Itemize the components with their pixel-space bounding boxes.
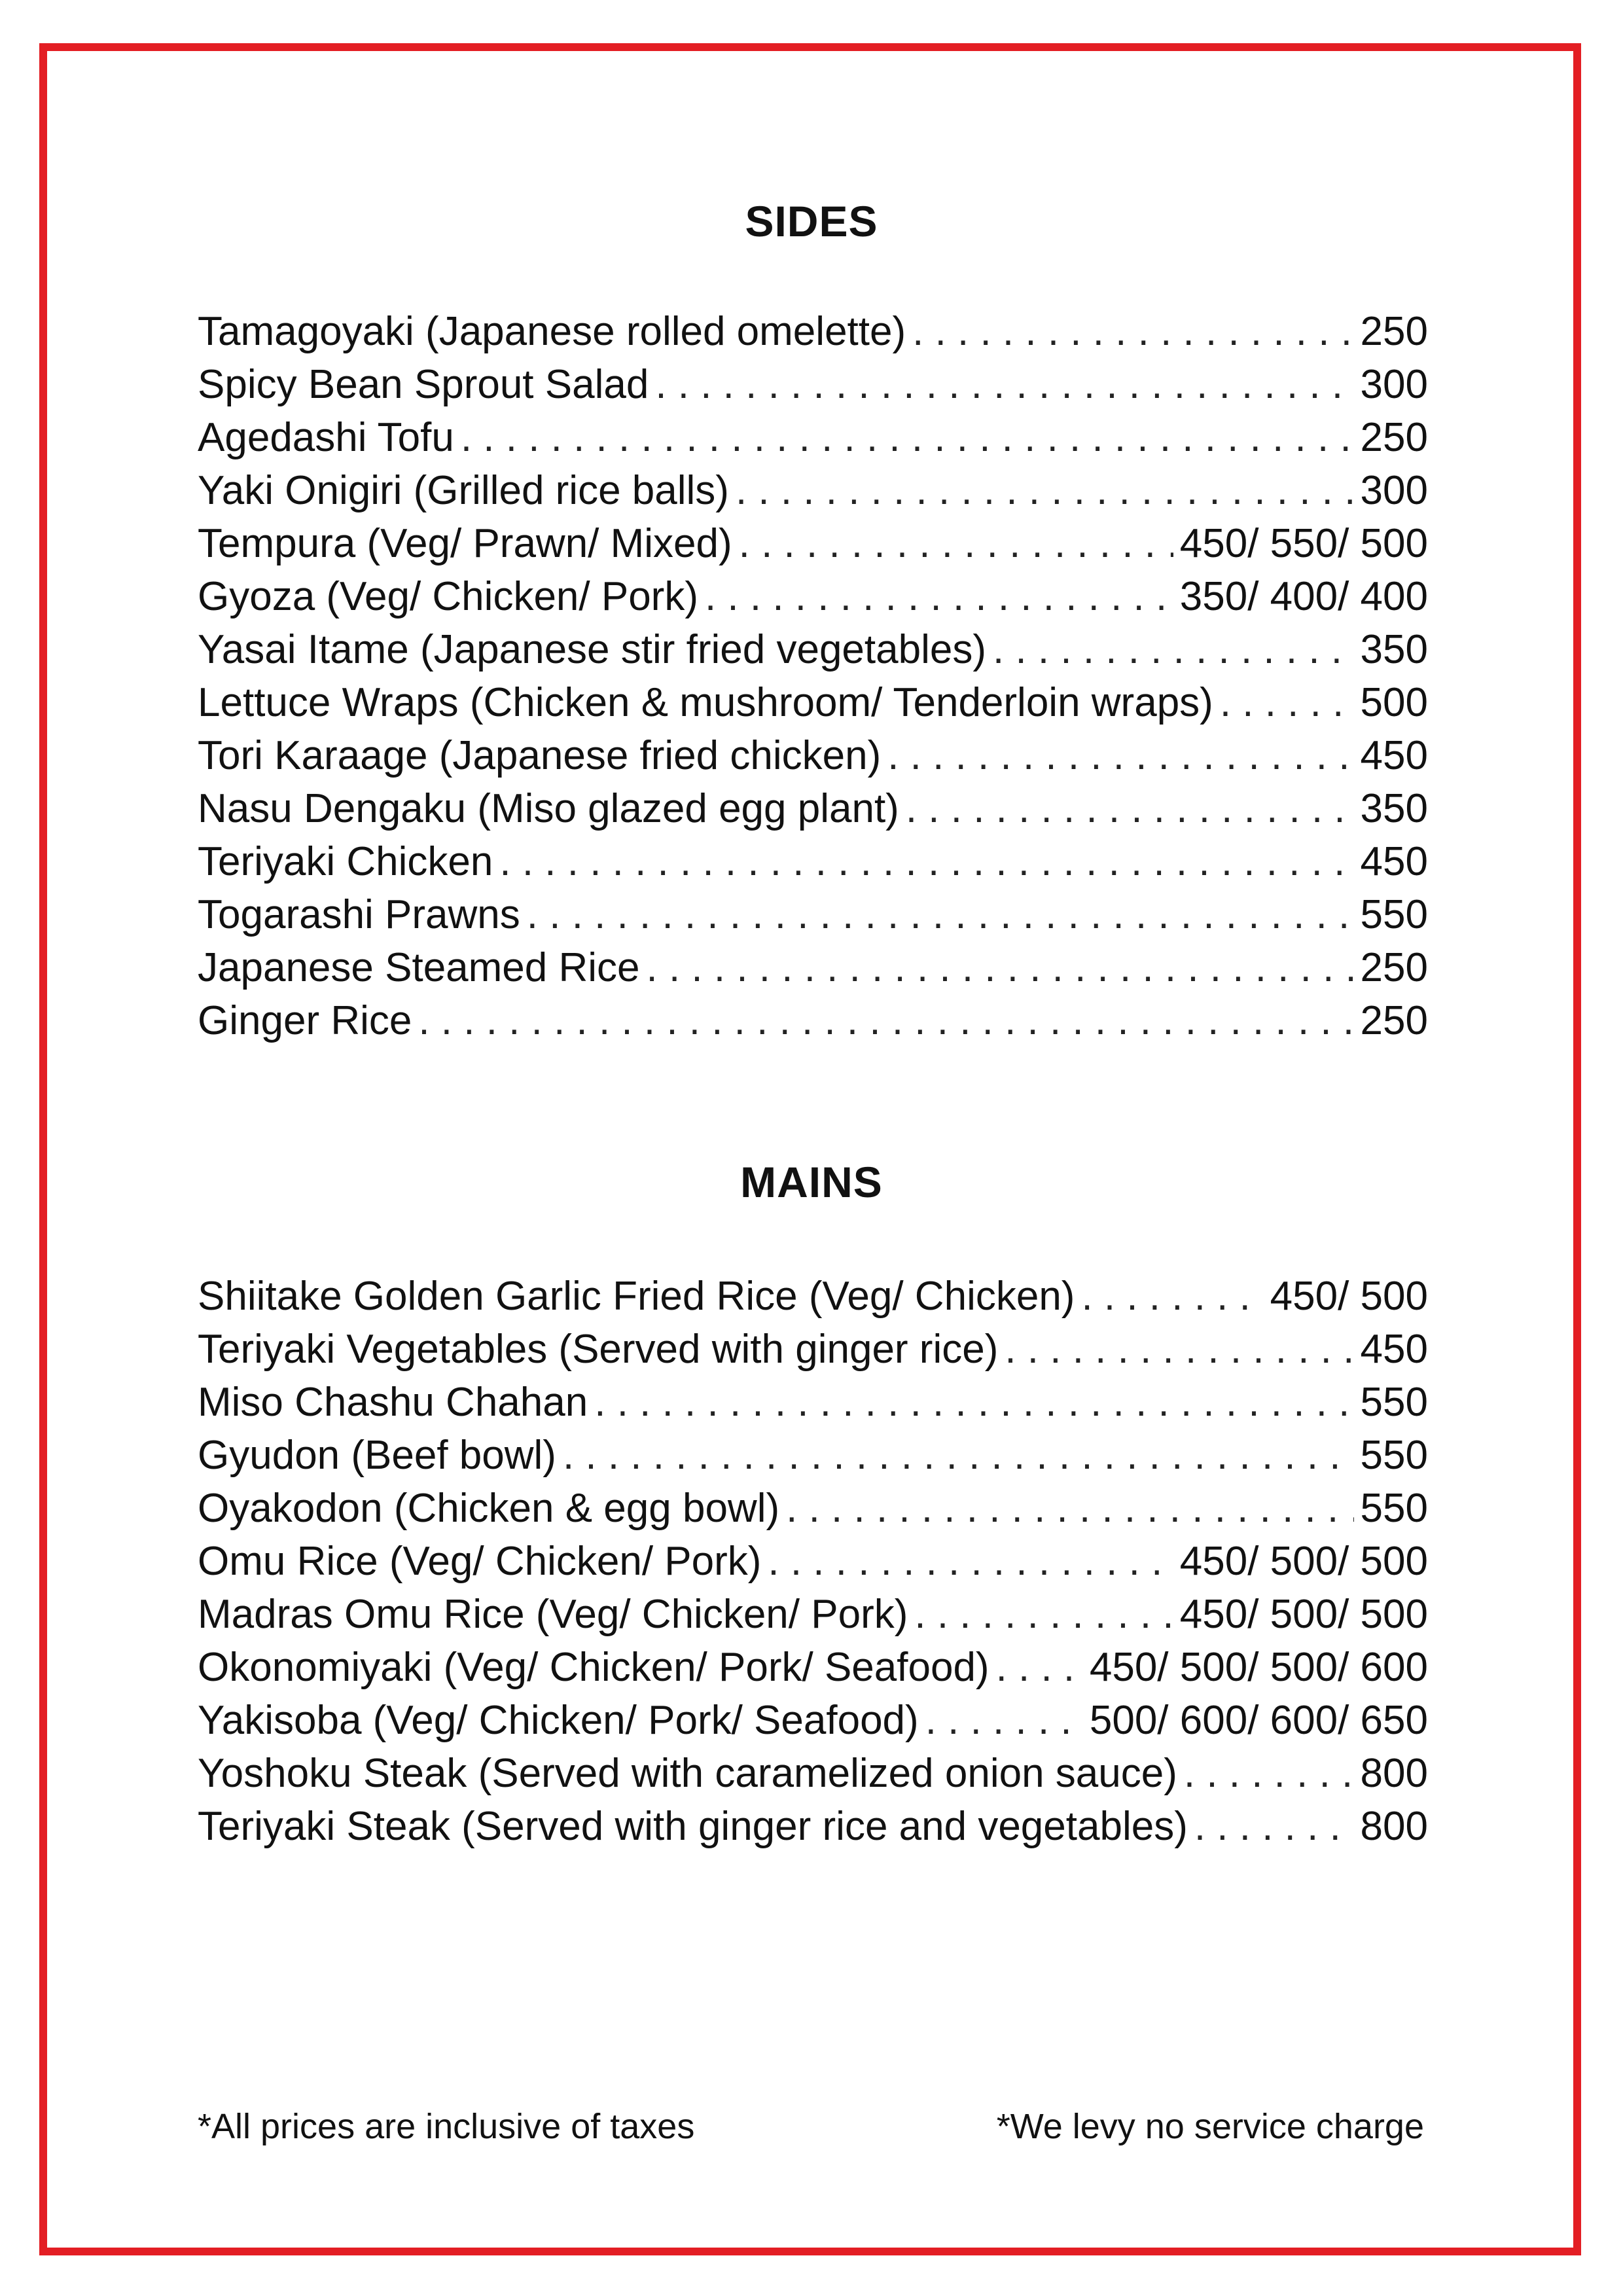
menu-item-name: Teriyaki Steak (Served with ginger rice and vegetables) bbox=[198, 1804, 1188, 1849]
menu-item-name: Yaki Onigiri (Grilled rice balls) bbox=[198, 468, 729, 513]
menu-item bbox=[198, 1588, 1428, 1641]
menu-item-name: Spicy Bean Sprout Salad bbox=[198, 362, 649, 407]
menu-item bbox=[198, 994, 1428, 1047]
menu-item-name: Lettuce Wraps (Chicken & mushroom/ Tenderloin wraps) bbox=[198, 680, 1213, 725]
menu-item bbox=[198, 1323, 1428, 1376]
menu-item bbox=[198, 411, 1428, 464]
menu-item-price: 450/ 500/ 500/ 600 bbox=[1089, 1645, 1428, 1690]
menu-item bbox=[198, 1429, 1428, 1482]
dot-leader bbox=[739, 517, 1173, 570]
menu-item-name: Tori Karaage (Japanese fried chicken) bbox=[198, 733, 882, 778]
menu-item-name: Tamagoyaki (Japanese rolled omelette) bbox=[198, 309, 906, 354]
menu-item-price: 550 bbox=[1360, 1433, 1428, 1478]
menu-item-price: 350 bbox=[1360, 786, 1428, 831]
menu-item-price: 450/ 550/ 500 bbox=[1179, 521, 1428, 566]
dot-leader bbox=[912, 305, 1353, 358]
menu-item-name: Gyudon (Beef bowl) bbox=[198, 1433, 556, 1478]
menu-item-price: 450 bbox=[1360, 733, 1428, 778]
menu-item-price: 800 bbox=[1360, 1804, 1428, 1849]
dot-leader bbox=[563, 1429, 1354, 1482]
mains-list bbox=[198, 1270, 1428, 1853]
dot-leader bbox=[1184, 1747, 1354, 1800]
menu-item-name: Nasu Dengaku (Miso glazed egg plant) bbox=[198, 786, 899, 831]
dot-leader bbox=[655, 358, 1353, 411]
dot-leader bbox=[906, 782, 1354, 835]
menu-item bbox=[198, 1747, 1428, 1800]
menu-item-price: 500/ 600/ 600/ 650 bbox=[1089, 1698, 1428, 1743]
dot-leader bbox=[993, 623, 1354, 676]
menu-item-price: 250 bbox=[1360, 998, 1428, 1043]
dot-leader bbox=[461, 411, 1354, 464]
menu-item-name: Yasai Itame (Japanese stir fried vegetables) bbox=[198, 627, 987, 672]
menu-item-price: 500 bbox=[1360, 680, 1428, 725]
menu-item-price: 550 bbox=[1360, 1380, 1428, 1425]
menu-item bbox=[198, 1376, 1428, 1429]
dot-leader bbox=[996, 1641, 1083, 1694]
menu-item-name: Agedashi Tofu bbox=[198, 415, 454, 460]
menu-item-name: Oyakodon (Chicken & egg bowl) bbox=[198, 1486, 780, 1531]
dot-leader bbox=[914, 1588, 1173, 1641]
dot-leader bbox=[887, 729, 1353, 782]
menu-item-name: Teriyaki Vegetables (Served with ginger rice) bbox=[198, 1327, 999, 1372]
dot-leader bbox=[705, 570, 1173, 623]
menu-item-name: Yoshoku Steak (Served with caramelized onion sauce) bbox=[198, 1751, 1177, 1796]
menu-item-name: Teriyaki Chicken bbox=[198, 839, 493, 884]
menu-item-name: Tempura (Veg/ Prawn/ Mixed) bbox=[198, 521, 732, 566]
menu-item-name: Shiitake Golden Garlic Fried Rice (Veg/ Chicken) bbox=[198, 1274, 1075, 1319]
menu-item bbox=[198, 305, 1428, 358]
menu-item-name: Madras Omu Rice (Veg/ Chicken/ Pork) bbox=[198, 1592, 908, 1637]
menu-item bbox=[198, 1535, 1428, 1588]
sides-heading: SIDES bbox=[745, 197, 878, 245]
menu-item-price: 300 bbox=[1360, 468, 1428, 513]
dot-leader bbox=[925, 1694, 1083, 1747]
mains-heading: MAINS bbox=[740, 1158, 883, 1206]
menu-item bbox=[198, 358, 1428, 411]
menu-item bbox=[198, 570, 1428, 623]
dot-leader bbox=[1081, 1270, 1263, 1323]
menu-item-price: 350 bbox=[1360, 627, 1428, 672]
menu-item bbox=[198, 888, 1428, 941]
dot-leader bbox=[499, 835, 1353, 888]
menu-item bbox=[198, 782, 1428, 835]
dot-leader bbox=[736, 464, 1354, 517]
menu-item bbox=[198, 464, 1428, 517]
menu-item-price: 450/ 500 bbox=[1270, 1274, 1428, 1319]
menu-item bbox=[198, 1482, 1428, 1535]
menu-item-name: Omu Rice (Veg/ Chicken/ Pork) bbox=[198, 1539, 762, 1584]
menu-item-name: Japanese Steamed Rice bbox=[198, 945, 640, 990]
menu-item-price: 250 bbox=[1360, 309, 1428, 354]
dot-leader bbox=[768, 1535, 1173, 1588]
dot-leader bbox=[418, 994, 1353, 1047]
menu-item bbox=[198, 1270, 1428, 1323]
dot-leader bbox=[1194, 1800, 1354, 1853]
service-charge-note: *We levy no service charge bbox=[996, 2107, 1424, 2146]
menu-item bbox=[198, 941, 1428, 994]
dot-leader bbox=[594, 1376, 1353, 1429]
menu-item-price: 550 bbox=[1360, 1486, 1428, 1531]
menu-item bbox=[198, 1694, 1428, 1747]
menu-item bbox=[198, 676, 1428, 729]
menu-item-name: Togarashi Prawns bbox=[198, 892, 520, 937]
menu-item bbox=[198, 623, 1428, 676]
menu-item bbox=[198, 835, 1428, 888]
menu-item-name: Okonomiyaki (Veg/ Chicken/ Pork/ Seafood) bbox=[198, 1645, 990, 1690]
menu-item-price: 450 bbox=[1360, 1327, 1428, 1372]
menu-item-price: 350/ 400/ 400 bbox=[1179, 574, 1428, 619]
menu-item-price: 450/ 500/ 500 bbox=[1179, 1592, 1428, 1637]
menu-item-name: Yakisoba (Veg/ Chicken/ Pork/ Seafood) bbox=[198, 1698, 919, 1743]
menu-item-name: Ginger Rice bbox=[198, 998, 412, 1043]
dot-leader bbox=[647, 941, 1354, 994]
menu-item-price: 250 bbox=[1360, 945, 1428, 990]
menu-item-price: 300 bbox=[1360, 362, 1428, 407]
menu-item-price: 250 bbox=[1360, 415, 1428, 460]
menu-item bbox=[198, 517, 1428, 570]
taxes-note: *All prices are inclusive of taxes bbox=[198, 2107, 695, 2146]
dot-leader bbox=[1005, 1323, 1353, 1376]
dot-leader bbox=[1220, 676, 1354, 729]
sides-list bbox=[198, 305, 1428, 1047]
menu-item bbox=[198, 1800, 1428, 1853]
menu-item bbox=[198, 1641, 1428, 1694]
menu-item bbox=[198, 729, 1428, 782]
menu-item-name: Gyoza (Veg/ Chicken/ Pork) bbox=[198, 574, 698, 619]
menu-item-price: 800 bbox=[1360, 1751, 1428, 1796]
dot-leader bbox=[786, 1482, 1353, 1535]
menu-item-name: Miso Chashu Chahan bbox=[198, 1380, 588, 1425]
menu-item-price: 450 bbox=[1360, 839, 1428, 884]
menu-item-price: 550 bbox=[1360, 892, 1428, 937]
menu-item-price: 450/ 500/ 500 bbox=[1179, 1539, 1428, 1584]
dot-leader bbox=[527, 888, 1354, 941]
